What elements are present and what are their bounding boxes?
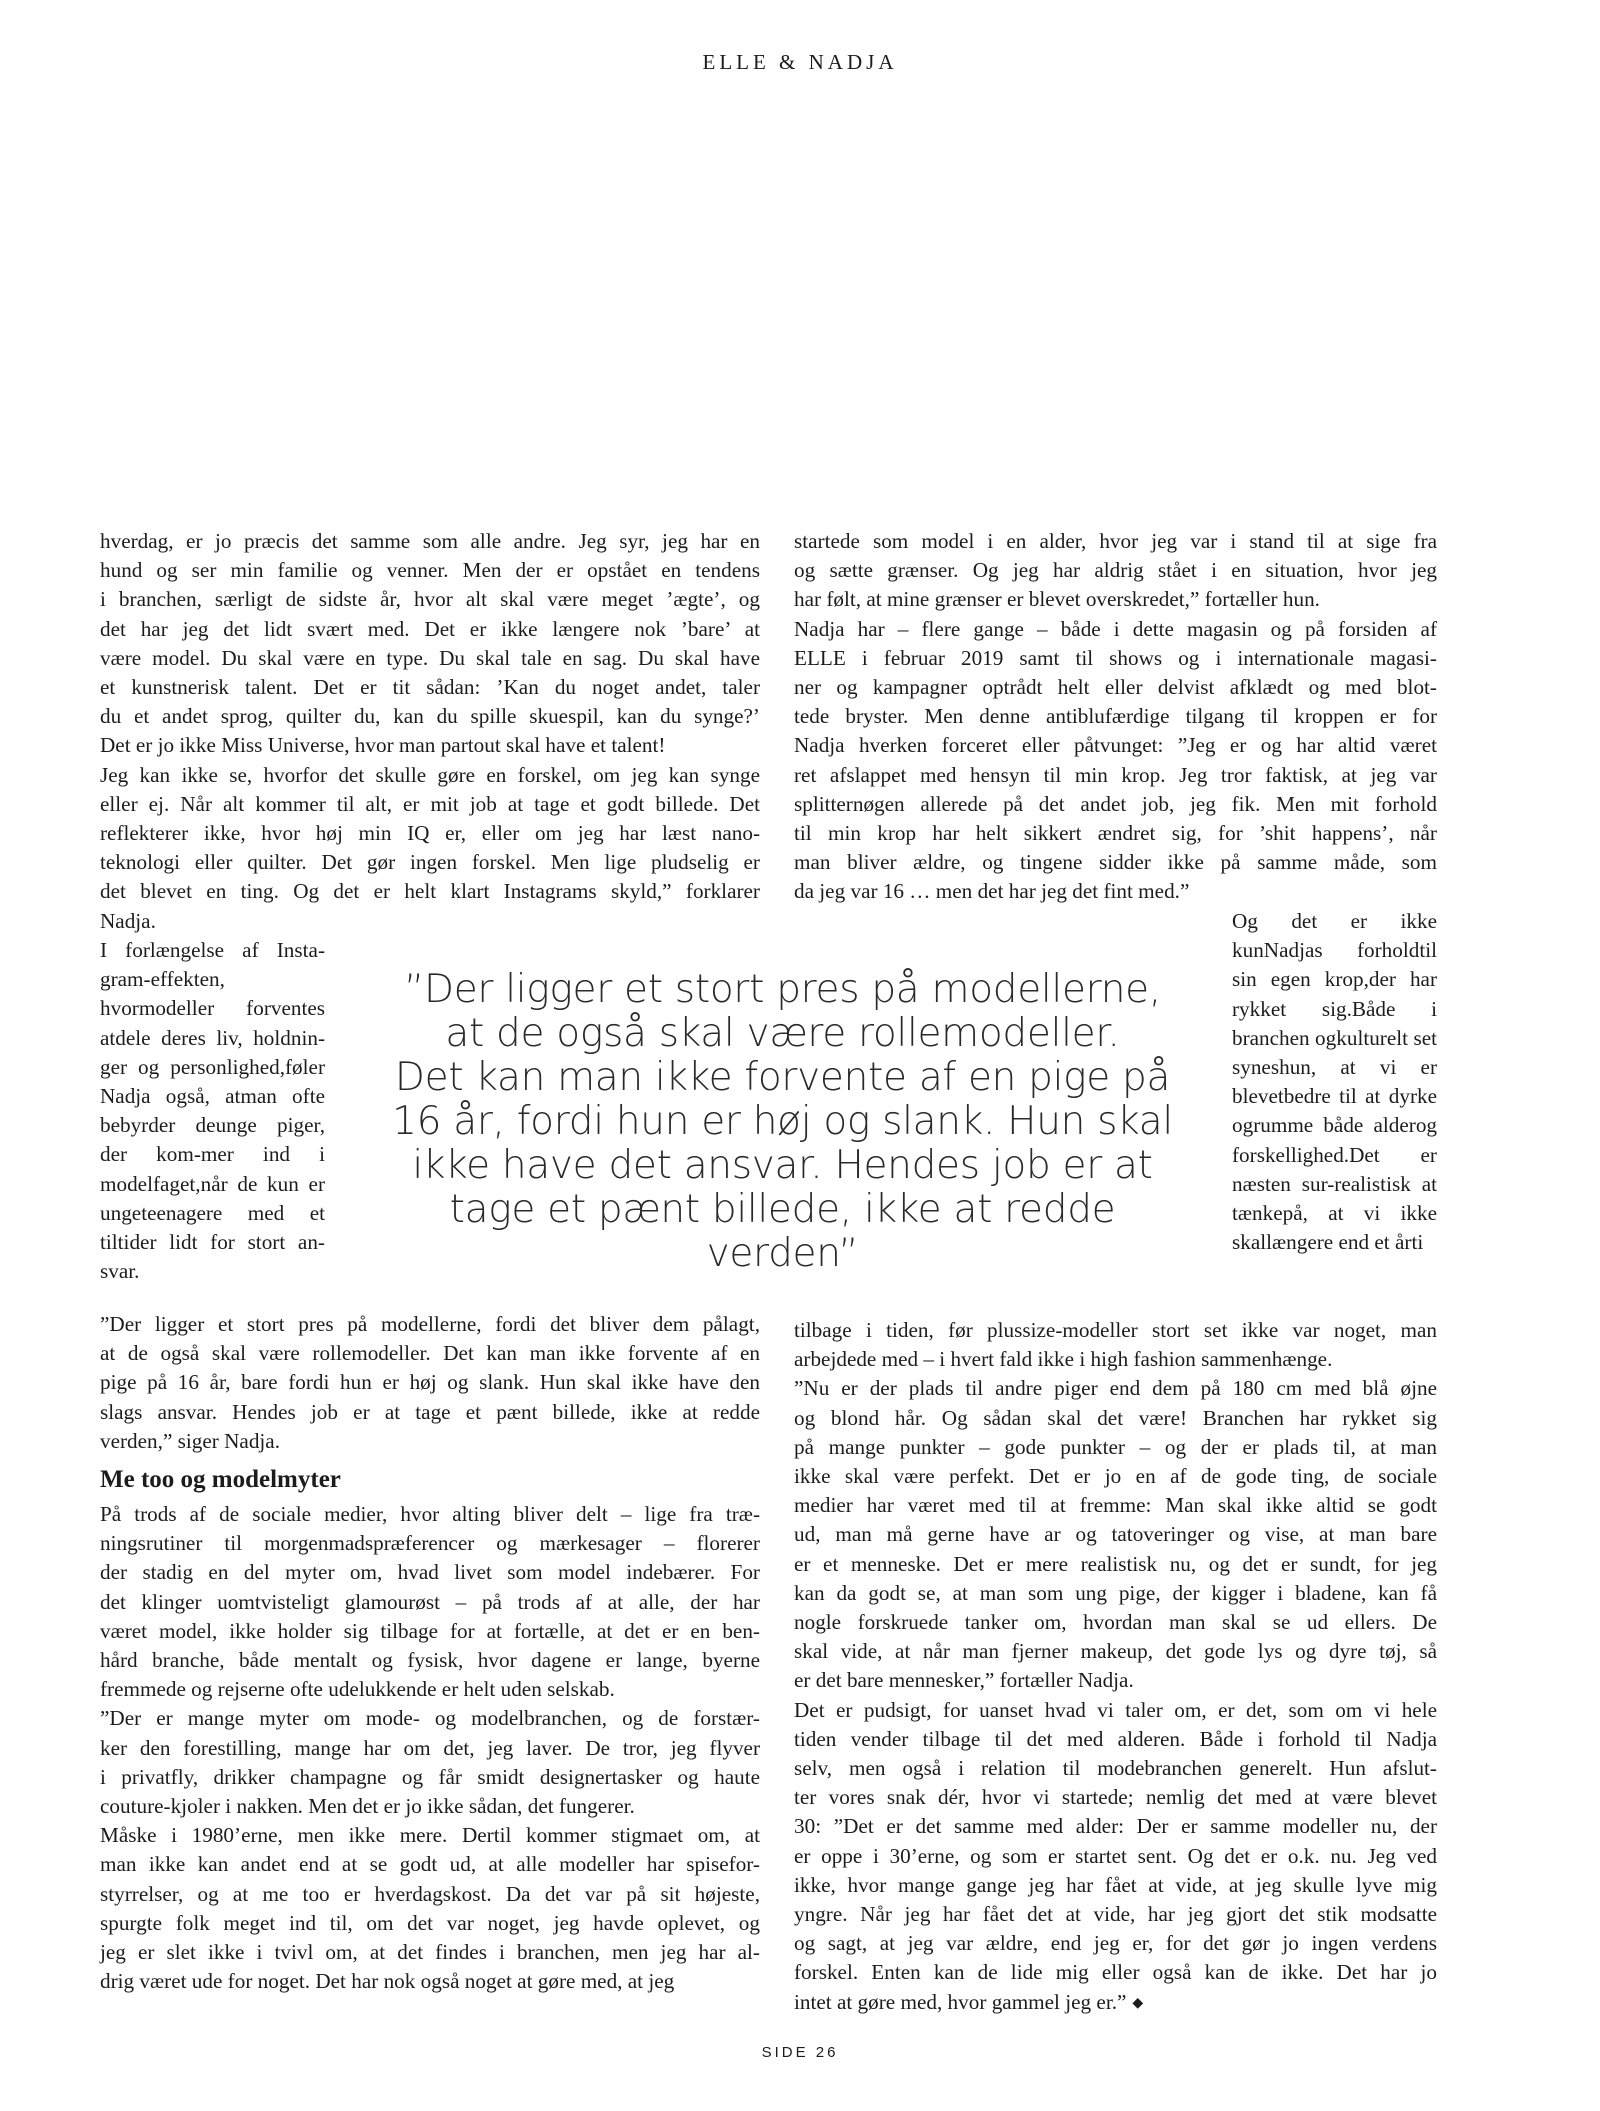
text-line: eller ej. Når alt kommer til alt, er mit job at tage et godt billede. Det (100, 791, 760, 816)
article-text-right-narrow (1232, 907, 1437, 1257)
text-line: da jeg var 16 … men det har jeg det fint med.” (794, 879, 1190, 904)
text-line: selv, men også i relation til modebranchen generelt. Hun afslut- (794, 1756, 1437, 1781)
text-line: nogle forskruede tanker om, hvordan man skal se ud ellers. De (794, 1610, 1437, 1635)
text-line: gram-effekten, hvor (100, 967, 225, 1021)
text-line: det har jeg det lidt svært med. Det er ikke længere nok ’bare’ at (100, 616, 760, 641)
text-line: tiden vender tilbage til det med alderen. Både i forhold til Nadja (794, 1726, 1437, 1751)
text-line: drig været ude for noget. Det har nok også noget at gøre med, at jeg (100, 1969, 675, 1994)
text-line: i privatfly, drikker champagne og får smidt designertasker og haute (100, 1764, 760, 1789)
text-line: arbejdede med – i hvert fald ikke i high fashion sammenhænge. (794, 1347, 1333, 1372)
text-line: couture-kjoler i nakken. Men det er jo ikke sådan, det fungerer. (100, 1794, 635, 1819)
text-line: føler Nadja også, at (100, 1054, 325, 1109)
text-line: jeg er slet ikke i tvivl om, at det findes i branchen, men jeg har al- (100, 1940, 760, 1965)
text-line: der har rykket sig. (1232, 967, 1438, 1021)
text-line: ”Der ligger et stort pres på modellerne, (404, 967, 1161, 1012)
text-line: tider lidt for stort an- (117, 1230, 325, 1255)
text-line: 30: ”Det er det samme med alder: Der er samme modeller nu, der (794, 1814, 1437, 1839)
text-line: hun, at vi er blevet (1232, 1055, 1437, 1109)
text-line: ikke have det ansvar. Hendes job er at (412, 1143, 1153, 1188)
text-line: intet at gøre med, hvor gammel jeg er.” ◆ (794, 1988, 1437, 2019)
text-line: og sagt, at jeg var ældre, end jeg er, for det gør jo ingen verdens (794, 1931, 1437, 1956)
text-line: splitternøgen allerede på det andet job, jeg fik. Men mit forhold (794, 791, 1437, 816)
text-line: unge piger, der kom- (100, 1113, 325, 1167)
text-line: været model, ikke holder sig tilbage for at fortælle, at det er en ben- (100, 1618, 760, 1643)
text-line: rumme både alder (1253, 1113, 1416, 1138)
text-line: reflekterer ikke, hvor høj min IQ er, eller om jeg har læst nano- (100, 821, 760, 846)
article-text-left-quote (100, 1310, 760, 1456)
text-line: På trods af de sociale medier, hvor alting bliver delt – lige fra træ- (100, 1502, 760, 1526)
text-line: teenagere med et til (100, 1200, 325, 1255)
text-line: på mange punkter – gode punkter – og der er plads til, at man (794, 1434, 1437, 1459)
text-line: styrrelser, og at me too er hverdagskost. Da det var på sit højeste, (100, 1881, 760, 1906)
text-line: er det bare mennesker,” fortæller Nadja. (794, 1668, 1134, 1693)
text-line: skal vide, at når man fjerner makeup, det gode lys og dyre tøj, så (794, 1639, 1437, 1664)
text-line: man ofte bebyrder de (100, 1084, 325, 1138)
text-line: Det er pudsigt, for uanset hvad vi taler om, er det, som om vi hele (794, 1697, 1437, 1722)
text-line: teknologi eller quilter. Det gør ingen forskel. Men lige pludselig er (100, 850, 760, 875)
text-line: svar. (100, 1259, 140, 1284)
text-line: Nadja. (100, 908, 156, 933)
text-line: ud, man må gerne have ar og tatoveringer og vise, at man bare (794, 1522, 1437, 1547)
text-line: medier har været med til at fremme: Man skal ikke altid se godt (794, 1493, 1437, 1518)
text-line: kan da godt se, at man som ung pige, der kigger i bladene, kan få (794, 1580, 1437, 1605)
text-line: pige på 16 år, bare fordi hun er høj og slank. Hun skal ikke have den (100, 1370, 760, 1395)
text-line: at de også skal være rollemodeller. Det kan man ikke forvente af en (100, 1341, 760, 1366)
text-line: er oppe i 30’erne, og som er startet sent. Og det er o.k. nu. Jeg ved (794, 1843, 1437, 1868)
text-line: ELLE i februar 2019 samt til shows og i internationale magasi- (794, 645, 1437, 670)
text-line: man bliver ældre, og tingene sidder ikke på samme måde, som (794, 850, 1437, 875)
text-line: hverdag, er jo præcis det samme som alle andre. Jeg syr, jeg har en (100, 529, 760, 553)
text-line: et kunstnerisk talent. Det er tit sådan: ’Kan du noget andet, taler (100, 675, 760, 700)
text-line: på, at vi ikke skal (1232, 1201, 1437, 1255)
text-line: når de kun er unge (100, 1171, 325, 1225)
text-line: mer ind i modelfaget, (100, 1142, 325, 1196)
magazine-section-header: ELLE & NADJA (702, 50, 898, 74)
text-line: ”Der er mange myter om mode- og modelbranchen, og de forstær- (100, 1706, 760, 1731)
text-line: være model. Du skal være en type. Du skal tale en sag. Du skal have (100, 645, 760, 670)
text-line: du et andet sprog, quilter du, kan du spille skuespil, kan du synge?’ (100, 704, 760, 729)
text-line: Både i branchen og (1232, 996, 1438, 1050)
text-line: Nadjas forhold (1263, 938, 1420, 963)
article-text-left-top (100, 527, 760, 936)
text-line: og forskellighed. (1232, 1113, 1437, 1167)
text-line: ”Der ligger et stort pres på modellerne, fordi det bliver dem pålagt, (100, 1312, 760, 1336)
text-line: Det kan man ikke forvente af en pige på (394, 1055, 1171, 1100)
text-line: ikke, hvor mange gange jeg har fået at vide, at jeg skulle lyve mig (794, 1872, 1437, 1897)
text-line: ker den forestilling, mange har om det, jeg laver. De tror, jeg flyver (100, 1735, 760, 1760)
text-line: forskel. Enten kan de lide mig eller også kan de ikke. Det har jo (794, 1960, 1437, 1985)
text-line: til min krop har helt sikkert ændret sig, for ’shit happens’, når (794, 821, 1437, 846)
text-line: tilbage i tiden, før plussize-modeller stort set ikke var noget, man (794, 1318, 1437, 1342)
text-line: I forlængelse af Insta- (100, 938, 325, 962)
article-text-right-bottom (794, 1316, 1437, 2018)
text-line: dele deres liv, holdnin- (115, 1025, 325, 1050)
text-line: kulturelt set synes (1232, 1025, 1437, 1080)
text-line: ter vores snak dér, hvor vi startede; nemlig det med at være blevet (794, 1785, 1437, 1810)
text-line: Måske i 1980’erne, men ikke mere. Dertil kommer stigmaet om, at (100, 1823, 760, 1848)
text-line: at de også skal være rollemodeller. (445, 1011, 1120, 1056)
text-line: fremmede og rejserne ofte udelukkende er helt uden selskab. (100, 1677, 615, 1702)
text-line: Og det er ikke kun (1232, 909, 1437, 963)
text-line: hård branche, både mentalt og fysisk, hvor dagene er lange, byerne (100, 1648, 760, 1673)
text-line: realistisk at tænke (1232, 1171, 1437, 1226)
text-line: det blevet en ting. Og det er helt klart Instagrams skyld,” forklarer (100, 879, 760, 904)
text-line: er et menneske. Det er mere realistisk nu, og det er sundt, for jeg (794, 1551, 1437, 1576)
text-line: ”Nu er der plads til andre piger end dem på 180 cm med blå øjne (794, 1376, 1437, 1401)
text-line: og sætte grænser. Og jeg har aldrig stået i en situation, hvor jeg (794, 558, 1437, 583)
article-subheading: Me too og modelmyter (100, 1466, 341, 1493)
text-line: Nadja har – flere gange – både i dette magasin og på forsiden af (794, 616, 1437, 641)
text-line: ner og kampagner optrådt helt eller delvist afklædt og med blot- (794, 675, 1437, 700)
page-number: SIDE 26 (761, 2044, 839, 2061)
text-line: yngre. Når jeg har fået det at vide, har jeg gjort det stik modsatte (794, 1902, 1437, 1927)
text-line: 16 år, fordi hun er høj og slank. Hun skal (392, 1099, 1173, 1144)
text-line: Det er jo ikke Miss Universe, hvor man partout skal have et talent! (100, 733, 666, 758)
text-line: man ikke kan andet end at se godt ud, at alle modeller har spisefor- (100, 1852, 760, 1877)
text-line: i branchen, særligt de sidste år, hvor alt skal være meget ’ægte’, og (100, 587, 760, 612)
text-line: til sin egen krop, (1232, 938, 1437, 992)
text-line: verden,” siger Nadja. (100, 1428, 281, 1453)
text-line: bedre til at dyrke og (1232, 1084, 1437, 1138)
text-line: ikke skal være perfekt. Det er jo en af de gode ting, de sociale (794, 1464, 1437, 1489)
text-line: der stadig en del myter om, hvad livet som model indebærer. For (100, 1560, 760, 1585)
text-line: tage et pænt billede, ikke at redde verden” (449, 1187, 1116, 1276)
article-text-left-narrow (100, 936, 325, 1286)
text-line: Det er næsten sur- (1232, 1142, 1437, 1196)
end-mark-icon: ◆ (1132, 1996, 1144, 2012)
text-line: startede som model i en alder, hvor jeg var i stand til at sige fra (794, 529, 1437, 553)
text-line: Nadja hverken forceret eller påtvunget: ”Jeg er og har altid været (794, 733, 1437, 758)
text-line: og blond hår. Og sådan skal det være! Branchen har rykket sig (794, 1405, 1437, 1430)
text-line: hund og ser min familie og venner. Men der er opstået en tendens (100, 558, 760, 583)
text-line: ret afslappet med hensyn til min krop. Jeg tror faktisk, at jeg var (794, 762, 1437, 787)
article-text-left-bottom (100, 1500, 760, 1996)
text-line: det klinger uomtvisteligt glamourøst – på trods af at alle, der har (100, 1589, 760, 1614)
pull-quote (370, 968, 1195, 1276)
text-line: tede bryster. Men denne antiblufærdige tilgang til kroppen er for (794, 704, 1437, 729)
text-line: Jeg kan ikke se, hvorfor det skulle gøre en forskel, om jeg kan synge (100, 762, 760, 787)
text-line: ningsrutiner til morgenmadspræferencer og mærkesager – florerer (100, 1531, 760, 1556)
text-line: har følt, at mine grænser er blevet overskredet,” fortæller hun. (794, 587, 1320, 612)
text-line: længere end et årti (1266, 1230, 1424, 1255)
text-line: spurgte folk meget ind til, om det var noget, jeg havde oplevet, og (100, 1910, 760, 1935)
article-text-right-top (794, 527, 1437, 907)
text-line: ger og personlighed, (100, 1054, 285, 1079)
text-line: slags ansvar. Hendes job er at tage et pænt billede, ikke at redde (100, 1399, 760, 1424)
text-line: modeller forventes at (100, 996, 325, 1050)
